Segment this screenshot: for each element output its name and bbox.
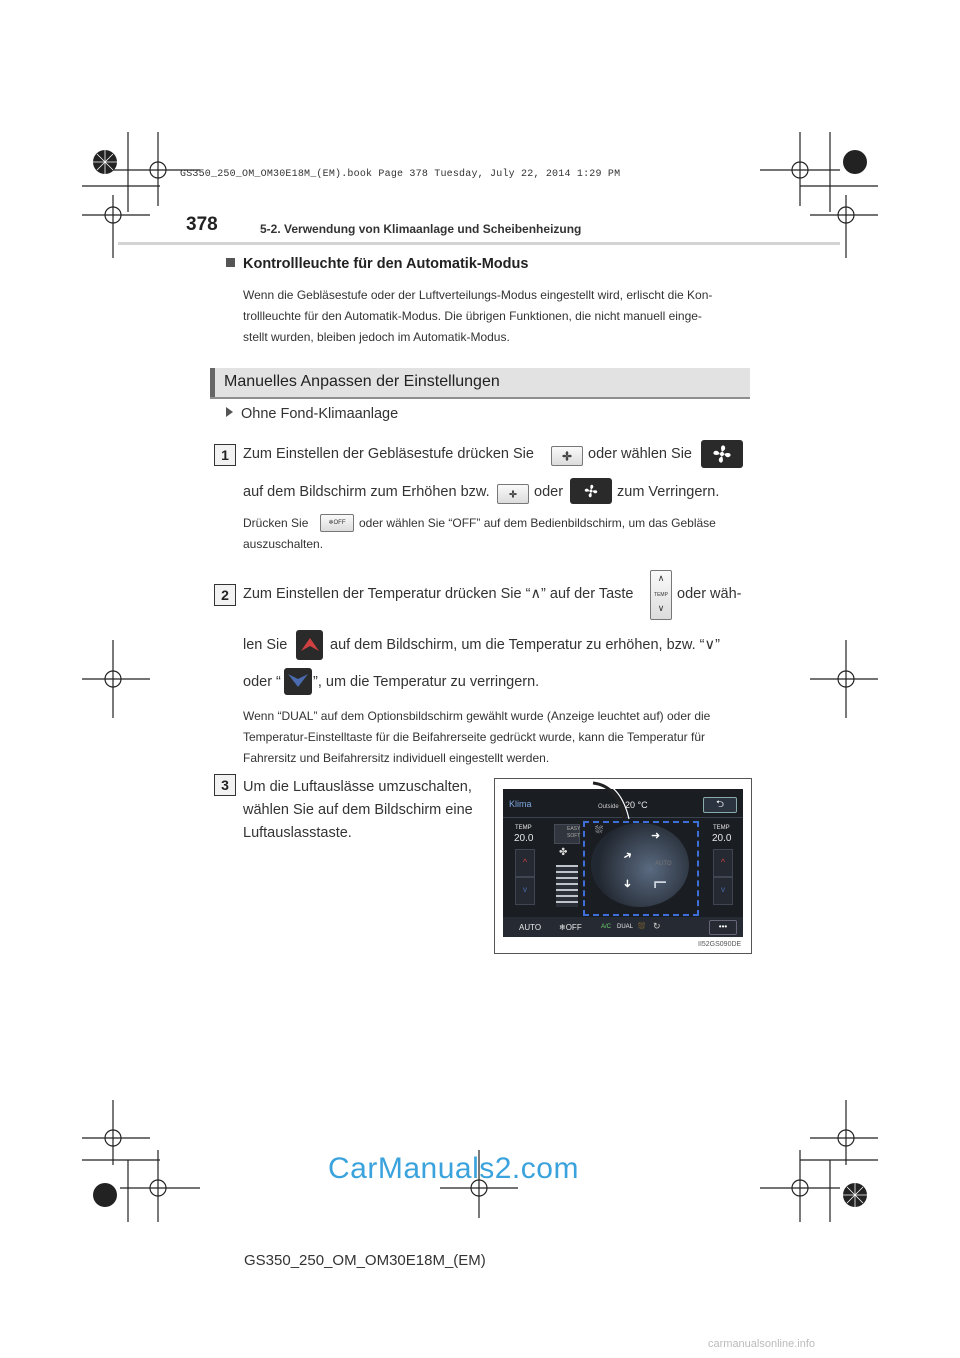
easy-soft-button[interactable] — [554, 824, 580, 844]
step2-note-line: Wenn “DUAL” auf dem Optionsbildschirm gewählt wurde (Anzeige leuchtet auf) oder die — [243, 709, 711, 723]
step1-note-b: oder wählen Sie “OFF” auf dem Bedienbildschirm, um das Gebläse — [359, 516, 716, 530]
step2-text-f: ”, um die Temperatur zu verringern. — [313, 674, 540, 690]
step1-note-c: auszuschalten. — [243, 537, 324, 551]
step2-note-line: Temperatur-Einstelltaste für die Beifahrerseite gedrückt wurde, kann die Temperatur für — [243, 730, 706, 744]
watermark-site: carmanualsonline.info — [708, 1338, 816, 1350]
ac-button[interactable]: A/C — [601, 924, 612, 930]
step-number-3: 3 — [214, 774, 236, 796]
chevron-up-icon: ^ — [720, 857, 726, 867]
vent-auto-label: AUTO — [655, 861, 672, 867]
vent-dial[interactable] — [591, 823, 689, 907]
step1-note-a: Drücken Sie — [243, 516, 309, 530]
step1-text-d: oder — [534, 484, 564, 500]
step2-text-e: oder “ — [243, 674, 281, 690]
indicator-line: stellt wurden, bleiben jedoch im Automatik-Modus. — [243, 330, 510, 344]
step2-text-d: auf dem Bildschirm, um die Temperatur zu erhöhen, bzw. “∨” — [330, 637, 720, 653]
vent-feet-arrow-icon[interactable]: ➜ — [621, 878, 634, 889]
temp-down-screen-icon — [284, 668, 312, 695]
page-number: 378 — [186, 214, 218, 235]
vent-windshield-icon[interactable]: ⛆ — [595, 825, 603, 836]
right-temp-up-button[interactable] — [713, 849, 733, 877]
recirculation-icon[interactable]: ↻ — [653, 921, 661, 931]
defroster-icon[interactable]: ⛆ — [638, 921, 646, 931]
step1-text-b: oder wählen Sie — [588, 446, 692, 462]
fan-level-bars[interactable] — [556, 865, 578, 907]
vent-face-arrow-icon[interactable]: ➜ — [651, 830, 661, 842]
step3-line: wählen Sie auf dem Bildschirm eine — [243, 802, 473, 818]
fan-off-button-icon: ❄OFF — [320, 514, 354, 532]
variant-bullet — [226, 406, 398, 422]
screen-title: Klima — [509, 799, 532, 809]
step2-text-c: len Sie — [243, 637, 288, 653]
fan-low-screen-icon — [570, 478, 612, 504]
watermark-text: CarManuals2.com — [328, 1152, 579, 1185]
triangle-bullet-icon — [226, 407, 233, 417]
step3-line: Luftauslasstaste. — [243, 825, 352, 841]
soft-label: SOFT — [567, 833, 581, 839]
left-temp-up-button[interactable] — [515, 849, 535, 877]
outside-label: Outside — [598, 804, 619, 810]
temp-key-label: TEMP — [654, 592, 668, 598]
section-accent — [210, 368, 215, 397]
step2-text-a: Zum Einstellen der Temperatur drücken Sie “∧” auf der Taste — [243, 586, 634, 602]
step2-note-line: Fahrersitz und Beifahrersitz individuell eingestellt werden. — [243, 751, 550, 765]
chevron-down-icon: v — [523, 885, 527, 894]
easy-label: EASY — [567, 826, 581, 832]
climate-screen-figure — [494, 778, 752, 954]
indicator-line: Wenn die Gebläsestufe oder der Luftverteilungs-Modus eingestellt wird, erlischt die Kon- — [243, 288, 713, 302]
indicator-paragraph — [243, 285, 748, 348]
figure-id: II52GS090DE — [698, 941, 742, 948]
right-temp-value: 20.0 — [712, 833, 732, 844]
right-temp-down-button[interactable] — [713, 877, 733, 905]
step2-note — [243, 706, 748, 769]
vent-bilevel-arrow-icon[interactable]: ➜ — [620, 848, 635, 864]
right-temp-label: TEMP — [713, 825, 730, 831]
step-number-2: 2 — [214, 584, 236, 606]
back-button[interactable] — [703, 797, 737, 813]
square-bullet-icon — [226, 258, 235, 267]
temp-rocker-button-icon: ∧ TEMP ∨ — [650, 570, 672, 620]
step1-text-c: auf dem Bildschirm zum Erhöhen bzw. — [243, 484, 490, 500]
header-rule — [118, 242, 840, 245]
options-button[interactable]: ••• — [709, 920, 737, 935]
indicator-line: trollleuchte für den Automatik-Modus. Die übrigen Funktionen, die nicht manuell einge- — [243, 309, 702, 323]
indicator-heading — [226, 256, 528, 272]
chevron-down-icon: v — [721, 885, 725, 894]
book-info-line: GS350_250_OM_OM30E18M_(EM).book Page 378 Tuesday, July 22, 2014 1:29 PM — [180, 169, 621, 180]
fan-off-button[interactable]: ❄OFF — [559, 923, 582, 932]
fan-button-small-icon — [497, 484, 529, 504]
step3-text — [243, 776, 473, 845]
footer-code: GS350_250_OM_OM30E18M_(EM) — [244, 1252, 486, 1269]
chapter-heading: 5-2. Verwendung von Klimaanlage und Scheibenheizung — [260, 222, 582, 236]
callout-pointer-icon — [591, 779, 633, 825]
indicator-heading-text: Kontrollleuchte für den Automatik-Modus — [243, 256, 529, 272]
back-arrow-icon: ⮌ — [715, 799, 724, 810]
step-number-1: 1 — [214, 444, 236, 466]
section-title: Manuelles Anpassen der Einstellungen — [224, 373, 500, 390]
fan-button-icon — [551, 446, 583, 466]
seat-icon: ⌐ — [653, 869, 668, 896]
auto-button[interactable]: AUTO — [519, 923, 542, 932]
left-temp-down-button[interactable] — [515, 877, 535, 905]
outside-temp: 20 °C — [625, 800, 648, 810]
variant-bullet-text: Ohne Fond-Klimaanlage — [241, 406, 399, 422]
step1-text-e: zum Verringern. — [617, 484, 720, 500]
step3-line: Um die Luftauslässe umzuschalten, — [243, 779, 472, 795]
left-temp-label: TEMP — [515, 825, 532, 831]
fan-icon: ✤ — [559, 847, 568, 858]
left-temp-value: 20.0 — [514, 833, 534, 844]
step1-text-a: Zum Einstellen der Gebläsestufe drücken Sie — [243, 446, 534, 462]
dual-button[interactable]: DUAL — [617, 924, 634, 930]
temp-up-screen-icon — [296, 630, 323, 660]
section-header — [210, 368, 750, 399]
fan-high-screen-icon — [701, 440, 743, 468]
step2-text-b: oder wäh- — [677, 586, 742, 602]
chevron-up-icon: ^ — [522, 857, 528, 867]
